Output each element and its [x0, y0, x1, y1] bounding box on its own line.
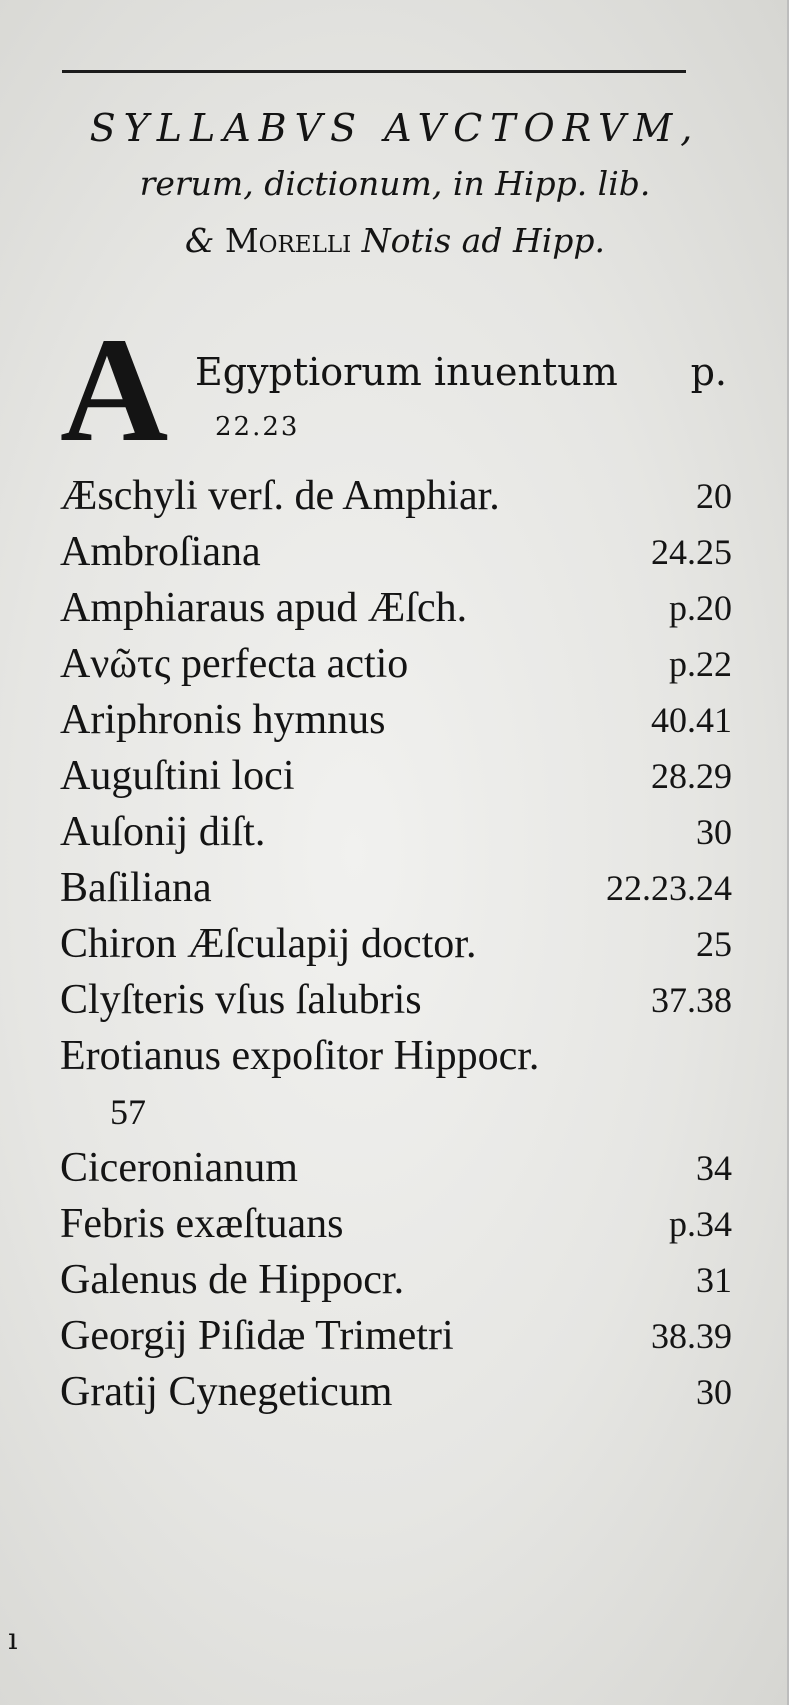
- index-entry: [60, 1364, 732, 1420]
- entry-name: Amphiaraus apud Æſch.: [60, 585, 468, 631]
- drop-cap: A: [60, 307, 169, 473]
- entry-name: Galenus de Hippocr.: [60, 1257, 405, 1303]
- entry-name: Aνῶτς perfecta actio: [60, 641, 409, 687]
- entry-name: Febris exæſtuans: [60, 1201, 344, 1247]
- entry-pages: p.20: [669, 588, 732, 628]
- entry-name: Erotianus expoſitor Hippocr.: [60, 1033, 540, 1079]
- entry-name: Chiron Æſculapij doctor.: [60, 921, 477, 967]
- ampersand: &: [184, 221, 215, 260]
- subtitle-rest: Notis ad Hipp.: [361, 221, 606, 260]
- entry-pages: 22.23.24: [606, 868, 732, 908]
- entry-name: Georgij Piſidæ Trimetri: [60, 1313, 454, 1359]
- index-entry: [60, 860, 732, 916]
- entry-pages: 38.39: [651, 1316, 732, 1356]
- entry-name: Auſonij diſt.: [60, 809, 266, 855]
- entry-name: Æschyli verſ. de Amphiar.: [60, 473, 500, 519]
- index-entry: [60, 1196, 732, 1252]
- entry-name: Ambroſiana: [60, 529, 261, 575]
- entry-pages: 24.25: [651, 532, 732, 572]
- entry-pages: 30: [696, 812, 732, 852]
- index-title: SYLLABVS AVCTORVM,: [89, 106, 701, 150]
- index-subtitle: rerum, dictionum, in Hipp. lib.: [139, 164, 651, 203]
- entry-pages: 25: [696, 924, 732, 964]
- index-entry: [60, 692, 732, 748]
- entry-pages: 40.41: [651, 700, 732, 740]
- index-heading: [55, 100, 735, 270]
- index-entry-continuation: [60, 1084, 732, 1140]
- index-entry: [60, 972, 732, 1028]
- entry-pages: p.34: [669, 1204, 732, 1244]
- entry-pages: 30: [696, 1372, 732, 1412]
- entry-name: Clyſteris vſus ſalubris: [60, 977, 422, 1023]
- entry-pages: 31: [696, 1260, 732, 1300]
- index-entry: [60, 580, 732, 636]
- first-entry: [195, 350, 735, 394]
- index-entry: [60, 1308, 732, 1364]
- index-entry: [60, 804, 732, 860]
- index-entry: [60, 1140, 732, 1196]
- index-entry: [60, 916, 732, 972]
- entry-pages: 34: [696, 1148, 732, 1188]
- index-entry: [60, 1028, 732, 1084]
- first-entry-page-prefix: p.: [690, 350, 727, 394]
- index-entry: [60, 468, 732, 524]
- header-rule: [62, 70, 686, 73]
- entry-pages: 20: [696, 476, 732, 516]
- entry-pages: 28.29: [651, 756, 732, 796]
- page-edge: [787, 0, 800, 1705]
- index-entry: [60, 1252, 732, 1308]
- entry-name: Gratij Cynegeticum: [60, 1369, 393, 1415]
- index-subtitle-2: [55, 212, 735, 270]
- entry-name: Ciceronianum: [60, 1145, 298, 1191]
- index-entries: [60, 468, 732, 1420]
- margin-mark: ı: [8, 1622, 18, 1657]
- index-entry: [60, 748, 732, 804]
- entry-pages: 57: [110, 1092, 146, 1132]
- entry-name: Ariphronis hymnus: [60, 697, 386, 743]
- index-entry: [60, 636, 732, 692]
- first-entry-text: Egyptiorum inuentum: [195, 350, 618, 394]
- entry-name: Auguſtini loci: [60, 753, 295, 799]
- entry-name: Baſiliana: [60, 865, 212, 911]
- author-name: Morelli: [224, 221, 352, 260]
- entry-pages: 37.38: [651, 980, 732, 1020]
- first-entry-pages: 22.23: [215, 412, 300, 442]
- index-entry: [60, 524, 732, 580]
- entry-pages: p.22: [669, 644, 732, 684]
